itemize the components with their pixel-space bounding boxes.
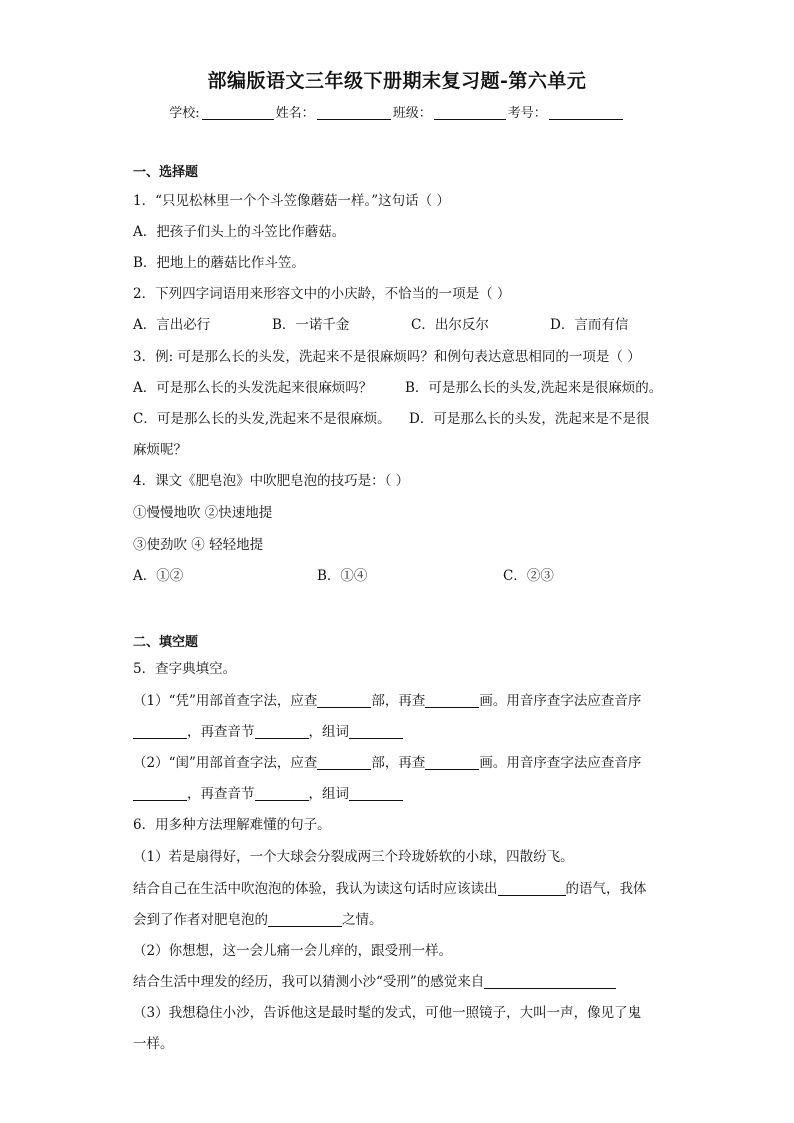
question-3-stem: 3．例: 可是那么长的头发，洗起来不是很麻烦吗？和例句表达意思相同的一项是（ ） [133,349,641,365]
q6-p1-feeling-blank[interactable] [268,912,342,927]
question-2-option-b: B．一诺千金 [272,317,350,333]
q5-p2-word-blank[interactable] [349,786,403,801]
q5-p1-strokes-blank[interactable] [425,693,479,708]
q5-p2-text-e: ，组词 [308,786,349,802]
question-4-option-c: C．②③ [503,568,554,584]
q6-p2-text: 结合生活中理发的经历，我可以猜测小沙“受刑”的感觉来自 [133,974,485,990]
question-4-options [133,566,554,586]
question-1-option-a: A．把孩子们头上的斗笠比作蘑菇。 [133,224,346,240]
q5-p2-strokes-blank[interactable] [425,755,479,770]
question-6-stem: 6．用多种方法理解难懂的句子。 [133,817,331,833]
q5-p2-letter-blank[interactable] [133,786,187,801]
q5-p1-letter-blank[interactable] [133,724,187,739]
question-4-items-line-1: ①慢慢地吹 ②快速地提 [133,505,273,521]
question-4-option-a: A．①② [133,568,184,584]
question-2-option-a: A．言出必行 [133,317,211,333]
q6-p2-source-blank[interactable] [484,974,616,989]
q5-p2-syllable-blank[interactable] [255,786,309,801]
question-3-option-d-continued: 麻烦呢？ [133,442,187,458]
question-6-sentence-3-line-2: 一样。 [133,1036,174,1052]
question-4-items-line-2: ③使劲吹 ④ 轻轻地提 [133,537,264,553]
page-title: 部编版语文三年级下册期末复习题-第六单元 [207,70,587,92]
question-1-stem: 1．“只见松林里一个个斗笠像蘑菇一样。”这句话（ ） [133,193,450,209]
section-heading-fill: 二、填空题 [133,635,199,650]
question-2-options [133,315,628,335]
question-3-option-b: B．可是那么长的头发,洗起来是很麻烦的。 [405,380,663,396]
question-6-part-1-line-1 [133,879,647,899]
q5-p2-text-b: 部，再查 [371,755,426,771]
question-6-sentence-3-line-1: （3）我想稳住小沙，告诉他这是最时髦的发式，可他一照镜子，大叫一声，像见了鬼 [133,1005,642,1021]
q5-p1-text-c: 画。用音序查字法应查音序 [479,693,642,709]
q5-p1-text-d: ，再查音节 [187,724,255,740]
class-label: 班级： [392,106,432,121]
exam-no-label: 考号： [507,106,547,121]
name-blank[interactable] [317,105,391,120]
question-4-option-b: B．①④ [317,568,368,584]
student-info-line [0,102,794,121]
question-4-stem: 4．课文《肥皂泡》中吹肥皂泡的技巧是：（ ） [133,473,410,489]
q6-p1-tone-blank[interactable] [498,881,566,896]
question-3-options-cd [133,409,649,429]
q5-p2-radical-blank[interactable] [317,755,371,770]
school-label: 学校: [169,106,200,121]
question-5-part-1-line-2 [133,722,403,742]
question-6-part-2-line-1 [133,972,616,992]
q5-p1-text-a: （1）“凭”用部首查字法，应查 [133,693,318,709]
question-3-option-a: A．可是那么长的头发洗起来很麻烦吗？ [133,380,373,396]
question-6-sentence-2: （2）你想想，这一会儿痛一会儿痒的，跟受刑一样。 [133,943,453,959]
name-label: 姓名： [275,106,315,121]
q6-p1-text-c: 会到了作者对肥皂泡的 [133,912,268,928]
school-blank[interactable] [202,105,274,120]
question-6-part-1-line-2 [133,910,383,930]
question-1-option-b: B．把地上的蘑菇比作斗笠。 [133,255,305,271]
q5-p2-text-c: 画。用音序查字法应查音序 [479,755,642,771]
section-heading-choice: 一、选择题 [133,165,199,180]
question-2-option-d: D．言而有信 [550,317,629,333]
question-3-option-c: C．可是那么长的头发,洗起来不是很麻烦。 [133,411,391,427]
question-2-stem: 2．下列四字词语用来形容文中的小庆龄，不恰当的一项是（ ） [133,286,511,302]
q5-p1-radical-blank[interactable] [317,693,371,708]
question-3-option-d: D．可是那么长的头发，洗起来是不是很 [409,411,650,427]
question-6-sentence-1: （1）若是扇得好，一个大球会分裂成两三个玲珑娇软的小球，四散纷飞。 [133,849,574,865]
q5-p1-word-blank[interactable] [349,724,403,739]
q5-p1-syllable-blank[interactable] [255,724,309,739]
q5-p1-text-e: ，组词 [308,724,349,740]
q6-p1-text-b: 的语气，我体 [565,881,647,897]
question-3-options-ab [133,378,662,398]
exam-no-blank[interactable] [549,105,623,120]
q5-p2-text-d: ，再查音节 [187,786,255,802]
question-5-stem: 5．查字典填空。 [133,661,237,677]
q5-p2-text-a: （2）“闺”用部首查字法，应查 [133,755,318,771]
q6-p1-text-d: 之情。 [342,912,383,928]
question-5-part-2-line-2 [133,784,403,804]
question-5-part-1-line-1 [133,691,641,711]
q6-p1-text-a: 结合自己在生活中吹泡泡的体验，我认为读这句话时应该读出 [133,881,498,897]
question-2-option-c: C．出尔反尔 [411,317,489,333]
class-blank[interactable] [434,105,506,120]
question-5-part-2-line-1 [133,753,641,773]
q5-p1-text-b: 部，再查 [371,693,426,709]
